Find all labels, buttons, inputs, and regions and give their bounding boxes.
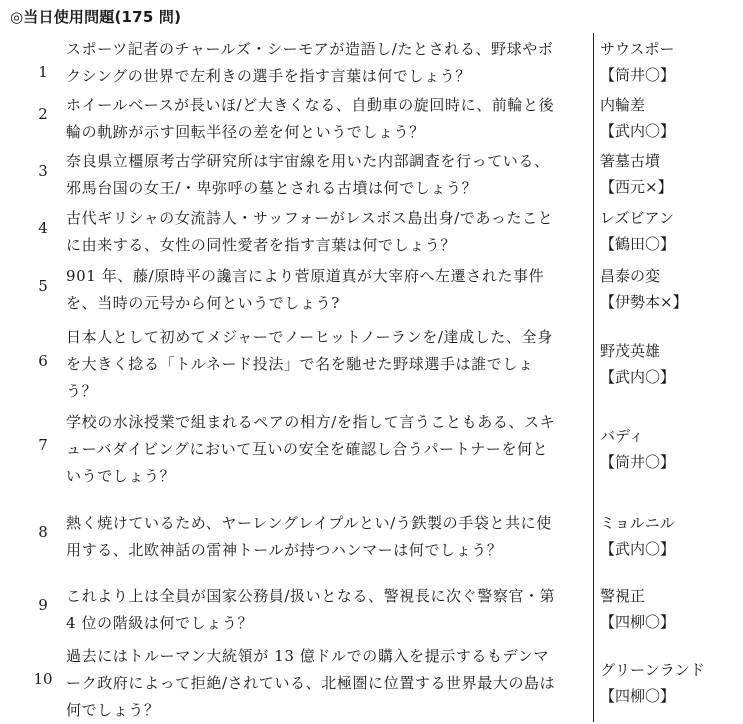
judge-text: 【武内〇】 — [600, 540, 676, 558]
question-line: いうでしょう？ — [66, 467, 176, 485]
question-line: これより上は全員が国家公務員/扱いとなる、警視長に次ぐ警察官・第 — [66, 587, 556, 605]
question-line: 何でしょう？ — [66, 701, 160, 719]
answer-cell — [600, 36, 740, 88]
page-title: ◎当日使用問題(175 問) — [10, 8, 182, 26]
question-text — [66, 583, 588, 637]
question-number: 5 — [38, 277, 48, 295]
question-line: クシングの世界で左利きの選手を指す言葉は何でしょう？ — [66, 67, 471, 85]
question-line: う？ — [66, 382, 98, 400]
answer-cell — [600, 92, 740, 144]
question-text — [66, 36, 588, 90]
answer-text: サウスポー — [600, 40, 675, 58]
judge-text: 【武内〇】 — [600, 368, 676, 386]
question-line: 用する、北欧神話の雷神トールが持つハンマーは何でしょう？ — [66, 541, 503, 559]
question-line: 邪馬台国の女王/・卑弥呼の墓とされる古墳は何でしょう？ — [66, 179, 478, 197]
question-line: スポーツ記者のチャールズ・シーモアが造語し/たとされる、野球やボ — [66, 40, 554, 58]
answer-text: 警視正 — [600, 587, 646, 605]
question-line: 901 年、藤/原時平の讒言により菅原道真が大宰府へ左遷された事件 — [66, 267, 545, 285]
judge-text: 【四柳〇】 — [600, 687, 676, 705]
question-text — [66, 92, 588, 146]
question-line: ホイールベースが長いほ/ど大きくなる、自動車の旋回時に、前輪と後 — [66, 96, 555, 114]
answer-text: バディ — [600, 427, 644, 445]
question-text — [66, 263, 588, 317]
judge-text: 【筒井〇】 — [600, 453, 676, 471]
answer-cell — [600, 423, 740, 475]
question-line: 過去にはトルーマン大統領が 13 億ドルでの購入を提示するもデンマ — [66, 647, 550, 665]
judge-text: 【西元×】 — [600, 178, 673, 196]
question-text — [66, 148, 588, 202]
question-line: 奈良県立橿原考古学研究所は宇宙線を用いた内部調査を行っている、 — [66, 152, 550, 170]
answer-cell — [600, 510, 740, 562]
question-line: を、当時の元号から何というでしょう? — [66, 294, 340, 312]
answer-cell — [600, 148, 740, 200]
question-line: 古代ギリシャの女流詩人・サッフォーがレスボス島出身/であったこと — [66, 209, 554, 227]
question-text — [66, 643, 588, 724]
question-number: 2 — [38, 105, 48, 123]
question-text — [66, 205, 588, 259]
question-line: に由来する、女性の同性愛者を指す言葉は何でしょう？ — [66, 236, 457, 254]
answer-text: 箸墓古墳 — [600, 152, 661, 170]
question-number: 6 — [38, 352, 48, 370]
question-number: 10 — [33, 670, 53, 688]
answer-cell — [600, 583, 740, 635]
answer-text: 野茂英雄 — [600, 342, 661, 360]
question-text — [66, 324, 588, 405]
question-line: 4 位の階級は何でしょう？ — [66, 614, 254, 632]
question-line: を大きく捻る「トルネード投法」で名を馳せた野球選手は誰でしょ — [66, 355, 534, 373]
question-text — [66, 510, 588, 564]
question-line: ューバダイビングにおいて互いの安全を確認し合うパートナーを何と — [66, 440, 549, 458]
question-line: 熱く焼けているため、ヤーレングレイプルとい/う鉄製の手袋と共に使 — [66, 514, 552, 532]
question-number: 3 — [38, 162, 48, 180]
answer-text: レズビアン — [600, 209, 674, 227]
question-number: 9 — [38, 596, 48, 614]
judge-text: 【鶴田〇】 — [600, 235, 676, 253]
answer-cell — [600, 205, 740, 257]
question-line: 輪の軌跡が示す回転半径の差を何というでしょう？ — [66, 123, 425, 141]
answer-cell — [600, 338, 740, 390]
judge-text: 【筒井〇】 — [600, 66, 676, 84]
column-divider — [593, 33, 594, 722]
question-line: ーク政府によって拒絶/されている、北極圏に位置する世界最大の島は — [66, 674, 556, 692]
answer-text: 昌泰の変 — [600, 267, 661, 285]
answer-cell — [600, 657, 740, 709]
answer-text: ミョルニル — [600, 514, 675, 532]
question-number: 7 — [38, 436, 48, 454]
judge-text: 【武内〇】 — [600, 122, 676, 140]
answer-cell — [600, 263, 740, 315]
question-line: 学校の水泳授業で組まれるペアの相方/を指して言うこともある、スキ — [66, 413, 556, 431]
question-line: 日本人として初めてメジャーでノーヒットノーランを/達成した、全身 — [66, 328, 553, 346]
question-text — [66, 409, 588, 490]
answer-text: グリーンランド — [600, 661, 705, 679]
judge-text: 【伊勢本×】 — [600, 293, 688, 311]
answer-text: 内輪差 — [600, 96, 646, 114]
question-number: 1 — [38, 63, 48, 81]
question-number: 4 — [38, 219, 48, 237]
judge-text: 【四柳〇】 — [600, 613, 676, 631]
question-number: 8 — [38, 523, 48, 541]
